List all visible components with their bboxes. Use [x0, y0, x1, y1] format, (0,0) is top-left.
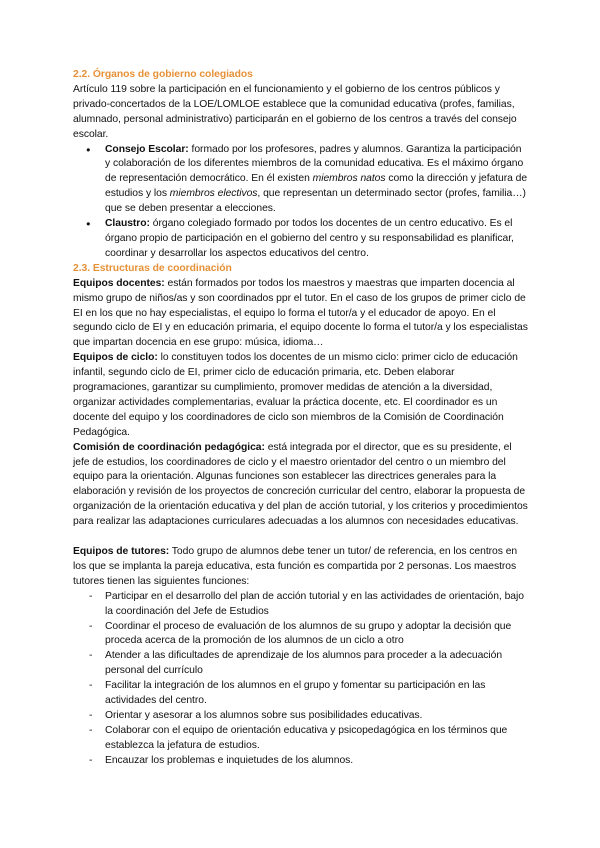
paragraph-equipos-tutores: Equipos de tutores: Todo grupo de alumnos debe tener un tutor/ de referencia, en los centros en los que se implanta la pareja educativa, esta función es compartida por 2 personas. Los maestros tutores tienen las siguientes funciones: — [73, 545, 518, 587]
document-body — [73, 68, 529, 769]
paragraph-equipos-docentes: Equipos docentes: están formados por todos los maestros y maestras que imparten docencia al mismo grupo de niños/as y son coordinados ppr el tutor. En el caso de los grupos de primer ciclo de EI en los que no hay especialistas, el equipo lo forma el tutor/a y el educador de apoyo. En el segundo ciclo de EI y en educación primaria, el equipo docente lo forma el tutor/a y los especialistas que impartan docencia en ese grupo: música, idioma… — [73, 277, 528, 349]
term-consejo-escolar: Consejo Escolar: — [105, 143, 189, 155]
list-item: - Facilitar la integración de los alumnos en el grupo y fomentar su participación en las actividades del centro. — [105, 679, 529, 709]
list-item-claustro: ● Claustro: órgano colegiado formado por todos los docentes de un centro educativo. Es el órgano propio de participación en el gobierno del centro y su responsabilidad es planificar, coordinar y desarrollar los aspectos educativos del centro. — [105, 217, 529, 262]
term-equipos-ciclo: Equipos de ciclo: — [73, 352, 158, 364]
list-item: - Colaborar con el equipo de orientación educativa y psicopedagógica en los términos que establezca la jefatura de estudios. — [105, 724, 529, 754]
emphasis-miembros-natos: miembros natos — [312, 173, 386, 185]
term-claustro: Claustro: — [105, 218, 150, 230]
tutor-functions-list — [73, 590, 529, 769]
list-item: - Coordinar el proceso de evaluación de los alumnos de su grupo y adoptar la decisión que proceda acerca de la promoción de los alumnos de un ciclo a otro — [105, 620, 529, 650]
paragraph-comision-coordinacion: Comisión de coordinación pedagógica: está integrada por el director, que es su presidente, el jefe de estudios, los coordinadores de ciclo y el maestro orientador del centro o un miembro del equipo para la orientación. Algunas funciones son establecer las directrices generales para la elaboración y revisión de los proyectos de concreción curricular del centro, elaborar la propuesta de organización de la orientación educativa y del plan de acción tutorial, y los criterios y procedimientos para realizar las adaptaciones curriculares adecuadas a los alumnos con necesidades educativas. — [73, 441, 528, 528]
term-equipos-tutores: Equipos de tutores: — [73, 545, 170, 557]
paragraph-equipos-ciclo: Equipos de ciclo: lo constituyen todos los docentes de un mismo ciclo: primer ciclo de educación infantil, segundo ciclo de EI, primer ciclo de educación primaria, etc. Deben elaborar programaciones, garantizar su cumplimiento, promover medidas de atención a la diversidad, organizar actividades complementarias, evaluar la práctica docente, etc. El coordinador es un docente del equipo y los coordinadores de ciclo son miembros de la Comisión de Coordinación Pedagógica. — [73, 352, 518, 438]
organos-list — [73, 143, 529, 262]
section-heading-estructuras: 2.3. Estructuras de coordinación — [73, 262, 232, 274]
term-equipos-docentes: Equipos docentes: — [73, 277, 165, 289]
list-item: - Orientar y asesorar a los alumnos sobre sus posibilidades educativas. — [105, 709, 529, 724]
term-comision-coordinacion: Comisión de coordinación pedagógica: — [73, 441, 265, 453]
section-heading-organos: 2.2. Órganos de gobierno colegiados — [73, 69, 253, 80]
list-item: - Participar en el desarrollo del plan de acción tutorial y en las actividades de orientación, bajo la coordinación del Jefe de Estudios — [105, 590, 529, 620]
emphasis-miembros-electivos: miembros electivos — [169, 188, 258, 200]
section-intro: Artículo 119 sobre la participación en el funcionamiento y el gobierno de los centros públicos y privado-concertados de la LOE/LOMLOE establece que la comunidad educativa (profes, familias, alumnado, personal administrativo) participarán en el gobierno de los centros a través del consejo escolar. — [73, 83, 517, 140]
list-item: - Atender a las dificultades de aprendizaje de los alumnos para proceder a la adecuación personal del currículo — [105, 649, 529, 679]
list-item-consejo-escolar: ● Consejo Escolar: formado por los profesores, padres y alumnos. Garantiza la participación y colaboración de los diferentes miembros de la comunidad educativa. Es el máximo órgano de representación democrático. En él existen miembros natos como la dirección y jefatura de estudios y los miembros electivos, que representan un determinado sector (profes, familia…) que se deben presentar a elecciones. — [105, 143, 529, 218]
list-item: - Encauzar los problemas e inquietudes de los alumnos. — [105, 754, 529, 769]
blank-line — [73, 530, 529, 545]
